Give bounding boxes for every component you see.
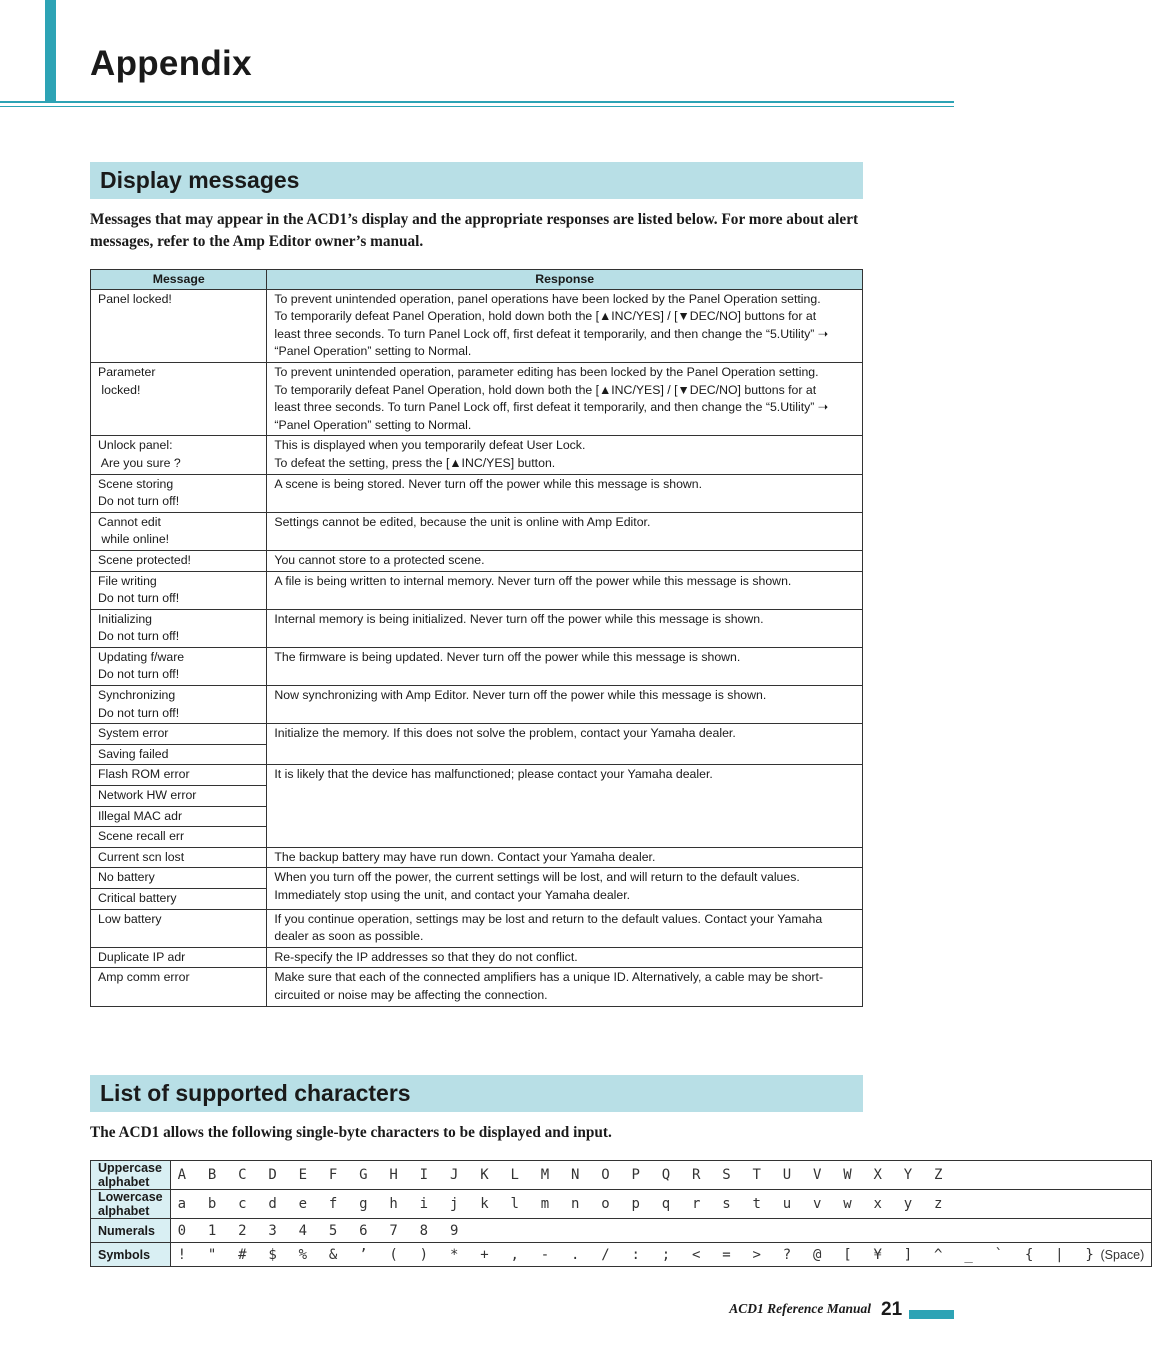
column-header-response: Response xyxy=(267,270,863,290)
response-text: To defeat the setting, press the [▲INC/YES] button. xyxy=(274,455,556,470)
table-row xyxy=(91,1190,1152,1219)
section-header-supported-characters xyxy=(90,1075,863,1112)
message-text: Duplicate IP adr xyxy=(98,949,186,964)
message-text: Illegal MAC adr xyxy=(98,808,183,823)
table-row xyxy=(91,289,863,362)
message-cell xyxy=(91,847,267,868)
message-cell xyxy=(91,436,267,474)
character-glyphs: a b c d e f g h i j k l m n o p q r s t u v w x y z xyxy=(177,1196,950,1212)
table-row xyxy=(91,474,863,512)
response-text: “Panel Operation” setting to Normal. xyxy=(274,344,472,359)
table-row xyxy=(91,436,863,474)
section-header-display-messages xyxy=(90,162,863,199)
table-row xyxy=(91,765,863,786)
response-text: “Panel Operation” setting to Normal. xyxy=(274,417,472,432)
response-cell xyxy=(267,724,863,765)
message-text: Do not turn off! xyxy=(98,667,180,682)
message-cell xyxy=(91,609,267,647)
response-text: It is likely that the device has malfunctioned; please contact your Yamaha dealer. xyxy=(274,767,713,782)
response-text: When you turn off the power, the current settings will be lost, and will return to the default values. xyxy=(274,870,800,885)
table-row xyxy=(91,1161,1152,1190)
message-text: Network HW error xyxy=(98,788,197,803)
message-text: Low battery xyxy=(98,911,162,926)
table-row xyxy=(91,847,863,868)
character-glyphs: 0 1 2 3 4 5 6 7 8 9 xyxy=(177,1222,466,1239)
message-cell xyxy=(91,744,267,765)
section-intro: The ACD1 allows the following single-byte characters to be displayed and input. xyxy=(90,1124,612,1141)
response-cell xyxy=(267,647,863,685)
space-note: (Space) xyxy=(1100,1247,1145,1262)
response-text: To temporarily defeat Panel Operation, hold down both the [▲INC/YES] / [▼DEC/NO] buttons for at xyxy=(274,382,817,397)
message-text: Saving failed xyxy=(98,746,169,761)
response-text: least three seconds. To turn Panel Lock off, first defeat it temporarily, and then change the “5.Utility” ➝ xyxy=(274,400,829,415)
message-text: Are you sure ? xyxy=(98,455,181,470)
table-body xyxy=(91,289,863,1006)
message-text: Flash ROM error xyxy=(98,767,190,782)
table-row xyxy=(91,512,863,550)
message-cell xyxy=(91,868,267,889)
message-cell xyxy=(91,550,267,571)
message-text: Current scn lost xyxy=(98,849,185,864)
response-cell xyxy=(267,362,863,435)
response-text: To temporarily defeat Panel Operation, hold down both the [▲INC/YES] / [▼DEC/NO] buttons for at xyxy=(274,309,817,324)
message-text: Do not turn off! xyxy=(98,591,180,606)
message-cell xyxy=(91,362,267,435)
table-row xyxy=(91,362,863,435)
message-text: Panel locked! xyxy=(98,291,172,306)
message-text: Initializing xyxy=(98,611,152,626)
message-cell xyxy=(91,571,267,609)
response-cell xyxy=(267,289,863,362)
message-cell xyxy=(91,724,267,745)
character-list xyxy=(170,1219,1152,1243)
message-text: Critical battery xyxy=(98,891,177,905)
response-text: dealer as soon as possible. xyxy=(274,929,424,944)
response-text: The firmware is being updated. Never turn off the power while this message is shown. xyxy=(274,649,741,664)
character-list xyxy=(170,1243,1152,1267)
response-text: A scene is being stored. Never turn off the power while this message is shown. xyxy=(274,476,703,491)
response-cell xyxy=(267,947,863,968)
message-text: Unlock panel: xyxy=(98,438,173,453)
table-header-row xyxy=(91,270,863,290)
character-type-label: Symbols xyxy=(91,1243,171,1267)
character-glyphs: A B C D E F G H I J K L M N O P Q R S T U V W X Y Z xyxy=(177,1167,950,1183)
response-cell xyxy=(267,968,863,1006)
response-text: A file is being written to internal memory. Never turn off the power while this message is shown. xyxy=(274,573,792,588)
table-row xyxy=(91,1219,1152,1243)
message-text: Amp comm error xyxy=(98,970,190,985)
response-text: Settings cannot be edited, because the unit is online with Amp Editor. xyxy=(274,514,651,529)
message-cell xyxy=(91,909,267,947)
table-row xyxy=(91,550,863,571)
footer-accent-bar xyxy=(909,1310,954,1319)
response-cell xyxy=(267,436,863,474)
response-cell xyxy=(267,474,863,512)
character-type-label: Uppercase alphabet xyxy=(91,1161,171,1190)
table-row xyxy=(91,909,863,947)
table-row xyxy=(91,947,863,968)
column-header-message: Message xyxy=(91,270,267,290)
response-text: To prevent unintended operation, panel operations have been locked by the Panel Operation setting. xyxy=(274,291,821,306)
message-text: File writing xyxy=(98,573,157,588)
response-text: Internal memory is being initialized. Never turn off the power while this message is shown. xyxy=(274,611,764,626)
response-text: Immediately stop using the unit, and contact your Yamaha dealer. xyxy=(274,888,631,902)
response-text: circuited or noise may be affecting the connection. xyxy=(274,987,548,1002)
display-messages-table xyxy=(90,269,863,1007)
message-text: System error xyxy=(98,726,169,741)
table-row xyxy=(91,647,863,685)
message-cell xyxy=(91,765,267,786)
header-rule xyxy=(0,101,954,103)
section-heading: Display messages xyxy=(100,167,300,193)
table-row xyxy=(91,1243,1152,1267)
message-text: Scene protected! xyxy=(98,552,191,567)
response-text: Make sure that each of the connected amplifiers has a unique ID. Alternatively, a cable may be short- xyxy=(274,970,824,985)
message-text: Updating f/ware xyxy=(98,649,185,664)
section-heading: List of supported characters xyxy=(100,1080,411,1106)
message-text: Do not turn off! xyxy=(98,705,180,720)
message-text: locked! xyxy=(98,382,141,397)
supported-characters-table xyxy=(90,1160,1152,1267)
header-accent-bar xyxy=(45,0,56,101)
message-text: No battery xyxy=(98,870,155,885)
response-text: The backup battery may have run down. Contact your Yamaha dealer. xyxy=(274,849,656,864)
response-text: Initialize the memory. If this does not solve the problem, contact your Yamaha dealer. xyxy=(274,726,736,741)
response-cell xyxy=(267,909,863,947)
message-cell xyxy=(91,512,267,550)
message-cell xyxy=(91,686,267,724)
response-cell xyxy=(267,571,863,609)
character-type-label: Lowercase alphabet xyxy=(91,1190,171,1219)
message-cell xyxy=(91,474,267,512)
response-text: If you continue operation, settings may be lost and return to the default values. Contact your Yamaha xyxy=(274,911,823,926)
header-rule-thin xyxy=(0,106,954,107)
response-text: Re-specify the IP addresses so that they do not conflict. xyxy=(274,949,578,964)
character-type-label: Numerals xyxy=(91,1219,171,1243)
response-text: This is displayed when you temporarily defeat User Lock. xyxy=(274,438,586,453)
response-text: You cannot store to a protected scene. xyxy=(274,552,485,567)
table-row xyxy=(91,571,863,609)
message-cell xyxy=(91,889,267,910)
character-list xyxy=(170,1161,1152,1190)
message-text: Parameter xyxy=(98,364,156,379)
response-text: least three seconds. To turn Panel Lock off, first defeat it temporarily, and then change the “5.Utility” ➝ xyxy=(274,326,829,341)
message-cell xyxy=(91,947,267,968)
response-text: To prevent unintended operation, parameter editing has been locked by the Panel Operation setting. xyxy=(274,364,819,379)
message-text: Do not turn off! xyxy=(98,494,180,509)
message-text: Scene recall err xyxy=(98,829,185,844)
message-text: while online! xyxy=(98,532,170,547)
table-row xyxy=(91,868,863,889)
table-row xyxy=(91,968,863,1006)
message-cell xyxy=(91,968,267,1006)
table-row xyxy=(91,724,863,745)
message-cell xyxy=(91,289,267,362)
response-cell xyxy=(267,550,863,571)
message-cell xyxy=(91,647,267,685)
message-text: Cannot edit xyxy=(98,514,161,529)
message-text: Synchronizing xyxy=(98,688,176,703)
response-cell xyxy=(267,868,863,909)
message-cell xyxy=(91,786,267,807)
response-cell xyxy=(267,765,863,847)
table-row xyxy=(91,609,863,647)
message-cell xyxy=(91,827,267,848)
page-number: 21 xyxy=(881,1299,903,1320)
response-text: Now synchronizing with Amp Editor. Never turn off the power while this message is shown. xyxy=(274,688,767,703)
footer-manual-name: ACD1 Reference Manual xyxy=(729,1301,871,1316)
character-glyphs: ! " # $ % & ’ ( ) * + , - . / : ; < = > ? @ [ ¥ ] ^ _ ` { | } xyxy=(177,1246,1101,1263)
table-body xyxy=(91,1161,1152,1267)
table-row xyxy=(91,686,863,724)
response-cell xyxy=(267,609,863,647)
response-cell xyxy=(267,686,863,724)
message-text: Do not turn off! xyxy=(98,629,180,644)
section-intro: Messages that may appear in the ACD1’s display and the appropriate responses are listed below. For more about alert messages, refer to the Amp Editor owner’s manual. xyxy=(90,211,859,250)
character-list xyxy=(170,1190,1152,1219)
page-title: Appendix xyxy=(90,44,252,83)
message-text: Scene storing xyxy=(98,476,174,491)
message-cell xyxy=(91,806,267,827)
response-cell xyxy=(267,847,863,868)
response-cell xyxy=(267,512,863,550)
